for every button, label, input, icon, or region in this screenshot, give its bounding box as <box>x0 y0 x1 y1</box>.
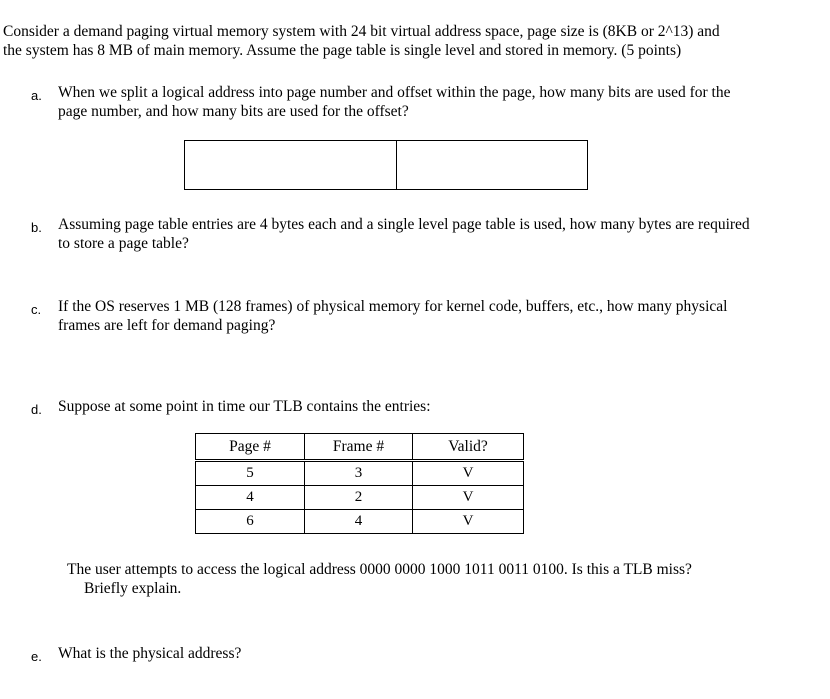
tlb-header-valid: Valid? <box>413 434 524 461</box>
problem-intro <box>3 22 823 60</box>
question-d-line-1: Suppose at some point in time our TLB contains the entries: <box>58 398 431 415</box>
tlb-cell-page: 6 <box>196 510 305 534</box>
answer-box-a <box>184 140 588 190</box>
question-d <box>58 397 808 416</box>
question-e-line-1: What is the physical address? <box>58 645 242 662</box>
tlb-cell-page: 5 <box>196 461 305 486</box>
question-a <box>58 83 808 121</box>
tlb-header-page: Page # <box>196 434 305 461</box>
question-b-line-1: Assuming page table entries are 4 bytes each and a single level page table is used, how many bytes are required <box>58 216 750 233</box>
tlb-table <box>195 433 524 534</box>
tlb-cell-frame: 3 <box>305 461 413 486</box>
tlb-header-frame: Frame # <box>305 434 413 461</box>
question-a-letter: a. <box>31 88 42 103</box>
question-b <box>58 215 808 253</box>
question-d-followup-line-1: The user attempts to access the logical address 0000 0000 1000 1011 0011 0100. Is this a TLB miss? <box>67 561 692 578</box>
question-b-line-2: to store a page table? <box>58 235 189 252</box>
question-e <box>58 644 808 663</box>
tlb-row <box>196 510 524 534</box>
answer-cell-offset-bits[interactable] <box>397 141 588 190</box>
question-d-followup-line-2: Briefly explain. <box>84 580 182 597</box>
intro-line-1: Consider a demand paging virtual memory system with 24 bit virtual address space, page size is (8KB or 2^13) and <box>3 23 720 40</box>
question-c-line-1: If the OS reserves 1 MB (128 frames) of physical memory for kernel code, buffers, etc., how many physical <box>58 298 728 315</box>
question-c-letter: c. <box>31 302 42 317</box>
question-b-letter: b. <box>31 220 42 235</box>
answer-cell-page-number-bits[interactable] <box>185 141 397 190</box>
question-e-letter: e. <box>31 649 42 664</box>
question-c-line-2: frames are left for demand paging? <box>58 317 276 334</box>
question-a-line-2: page number, and how many bits are used for the offset? <box>58 103 409 120</box>
question-c <box>58 297 808 335</box>
question-a-line-1: When we split a logical address into page number and offset within the page, how many bits are used for the <box>58 84 731 101</box>
tlb-cell-frame: 2 <box>305 486 413 510</box>
tlb-cell-valid: V <box>413 510 524 534</box>
tlb-cell-frame: 4 <box>305 510 413 534</box>
tlb-cell-valid: V <box>413 461 524 486</box>
intro-line-2: the system has 8 MB of main memory. Assume the page table is single level and stored in memory. (5 points) <box>3 42 682 59</box>
tlb-cell-page: 4 <box>196 486 305 510</box>
question-d-followup <box>67 560 827 598</box>
tlb-header-row <box>196 434 524 461</box>
tlb-cell-valid: V <box>413 486 524 510</box>
question-d-letter: d. <box>31 402 42 417</box>
tlb-row <box>196 461 524 486</box>
tlb-row <box>196 486 524 510</box>
